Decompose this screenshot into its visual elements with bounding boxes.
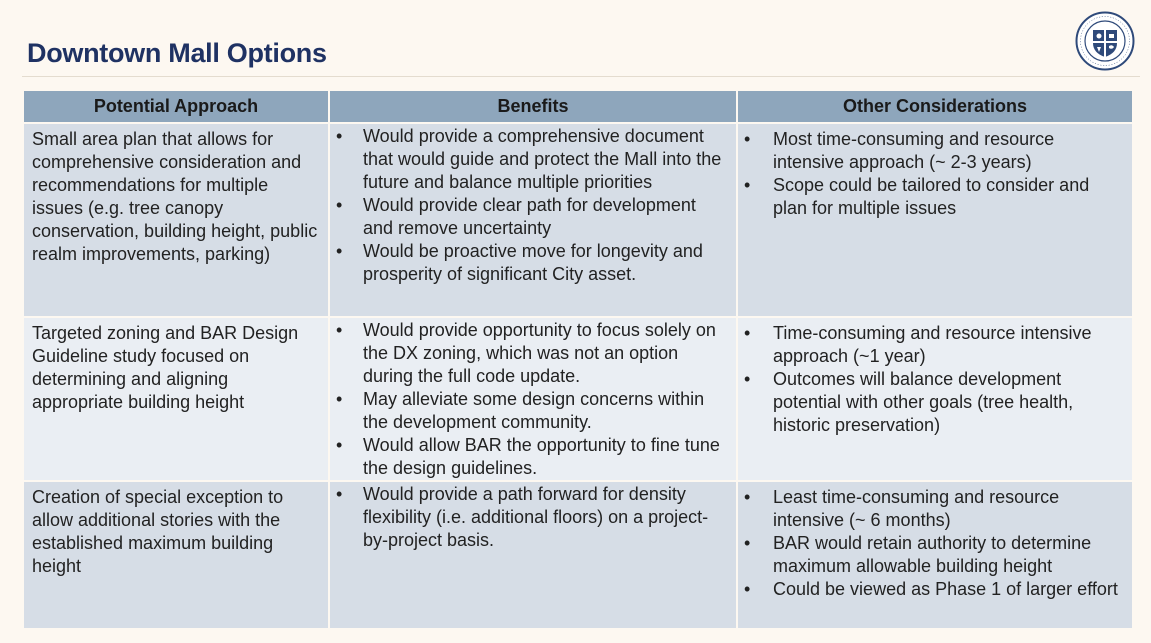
benefit-text: Would provide clear path for development and remove uncertainty xyxy=(363,195,696,238)
header-benefits: Benefits xyxy=(329,90,737,123)
header-other-considerations: Other Considerations xyxy=(737,90,1133,123)
benefit-text: Would provide a path forward for density flexibility (i.e. additional floors) on a project-by-project basis. xyxy=(363,484,709,550)
benefits-cell xyxy=(329,481,737,629)
considerations-list xyxy=(744,128,1126,220)
bullet-icon: • xyxy=(336,195,343,215)
benefit-text: Would be proactive move for longevity and prosperity of significant City asset. xyxy=(363,241,703,284)
considerations-list xyxy=(744,486,1126,601)
considerations-cell xyxy=(737,317,1133,481)
consideration-text: Least time-consuming and resource intensive (~ 6 months) xyxy=(773,487,1060,530)
bullet-icon: • xyxy=(336,389,343,409)
bullet-icon: • xyxy=(744,369,751,389)
benefits-list xyxy=(336,125,730,286)
bullet-icon: • xyxy=(336,484,343,504)
bullet-icon: • xyxy=(744,579,751,599)
consideration-text: Outcomes will balance development potential with other goals (tree health, historic preservation) xyxy=(773,369,1074,435)
approach-cell: Creation of special exception to allow additional stories with the established maximum building height xyxy=(23,481,329,629)
table-header-row xyxy=(23,90,1133,123)
benefits-cell xyxy=(329,317,737,481)
list-item xyxy=(336,125,730,194)
considerations-cell xyxy=(737,481,1133,629)
bullet-icon: • xyxy=(336,241,343,261)
considerations-list xyxy=(744,322,1126,437)
list-item xyxy=(336,194,730,240)
list-item xyxy=(744,174,1126,220)
benefits-cell xyxy=(329,123,737,317)
bullet-icon: • xyxy=(336,320,343,340)
city-seal-icon xyxy=(1075,11,1135,71)
list-item xyxy=(744,128,1126,174)
benefit-text: Would allow BAR the opportunity to fine tune the design guidelines. xyxy=(363,435,720,478)
benefit-text: Would provide a comprehensive document that would guide and protect the Mall into the future and balance multiple priorities xyxy=(363,126,722,192)
bullet-icon: • xyxy=(336,435,343,455)
bullet-icon: • xyxy=(744,533,751,553)
list-item xyxy=(744,368,1126,437)
consideration-text: Most time-consuming and resource intensive approach (~ 2-3 years) xyxy=(773,129,1055,172)
bullet-icon: • xyxy=(744,175,751,195)
title-divider xyxy=(22,76,1140,77)
consideration-text: BAR would retain authority to determine maximum allowable building height xyxy=(773,533,1092,576)
benefit-text: Would provide opportunity to focus solely on the DX zoning, which was not an option during the full code update. xyxy=(363,320,716,386)
page-title: Downtown Mall Options xyxy=(27,38,327,68)
table-row xyxy=(23,481,1133,629)
consideration-text: Could be viewed as Phase 1 of larger effort xyxy=(773,579,1118,599)
approach-cell: Small area plan that allows for comprehensive consideration and recommendations for multiple issues (e.g. tree canopy conservation, building height, public realm improvements, parking) xyxy=(23,123,329,317)
list-item xyxy=(744,486,1126,532)
list-item xyxy=(336,319,730,388)
consideration-text: Time-consuming and resource intensive approach (~1 year) xyxy=(773,323,1092,366)
benefits-list xyxy=(336,319,730,480)
table-row xyxy=(23,317,1133,481)
list-item xyxy=(744,532,1126,578)
list-item xyxy=(744,578,1126,601)
list-item xyxy=(336,483,730,552)
considerations-cell xyxy=(737,123,1133,317)
list-item xyxy=(336,388,730,434)
options-table xyxy=(22,89,1134,630)
list-item xyxy=(744,322,1126,368)
benefit-text: May alleviate some design concerns within the development community. xyxy=(363,389,705,432)
consideration-text: Scope could be tailored to consider and plan for multiple issues xyxy=(773,175,1090,218)
bullet-icon: • xyxy=(744,129,751,149)
bullet-icon: • xyxy=(744,323,751,343)
benefits-list xyxy=(336,483,730,552)
header-potential-approach: Potential Approach xyxy=(23,90,329,123)
bullet-icon: • xyxy=(336,126,343,146)
list-item xyxy=(336,240,730,286)
bullet-icon: • xyxy=(744,487,751,507)
table-row xyxy=(23,123,1133,317)
list-item xyxy=(336,434,730,480)
approach-cell: Targeted zoning and BAR Design Guideline study focused on determining and aligning appropriate building height xyxy=(23,317,329,481)
